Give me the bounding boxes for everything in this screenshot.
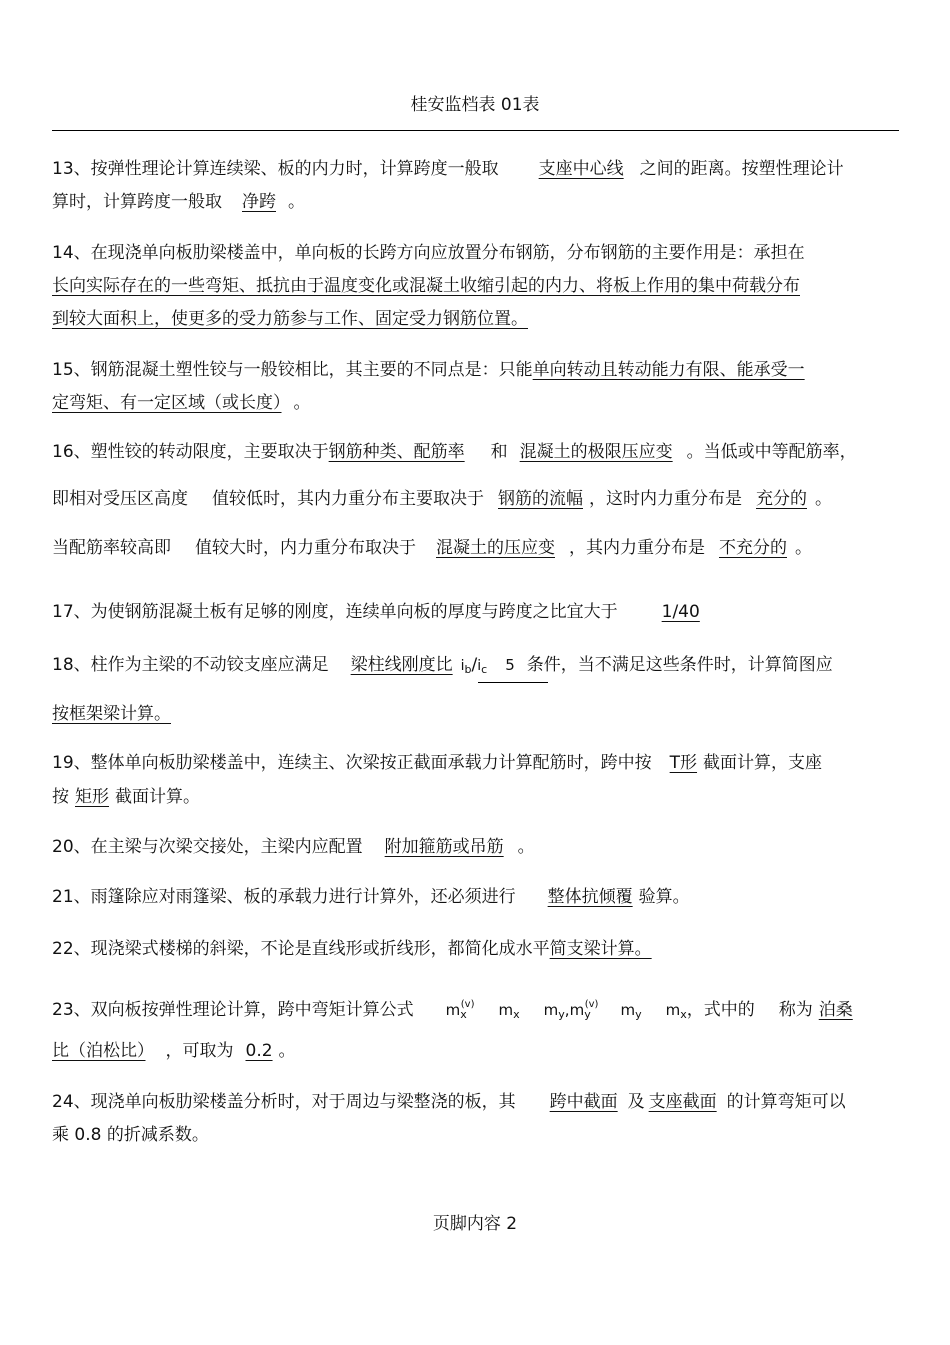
q23-my-v: $m_y,m_y^{(v)}$: [543, 999, 599, 1021]
q16-text: 当配筋率较高即: [52, 538, 171, 558]
q18-text: 18、柱作为主梁的不动铰支座应满足: [52, 655, 329, 675]
q23-mx-v: $m_x^{(v)}$: [445, 999, 475, 1021]
q24-answer-1: 跨中截面: [549, 1092, 618, 1112]
q19-answer-1: T形: [669, 753, 698, 773]
q13-text: 。: [288, 192, 305, 212]
q23-answer-2: 比（泊松比）: [52, 1041, 146, 1061]
q21-text: 21、雨篷除应对雨篷梁、板的承载力进行计算外，还必须进行: [52, 887, 516, 907]
q19-text: 19、整体单向板肋梁楼盖中，连续主、次梁按正截面承载力计算配筋时，跨中按: [52, 753, 652, 773]
q23-answer-1: 泊桑: [818, 1000, 853, 1020]
q16-answer-2: 混凝土的极限压应变: [519, 442, 673, 462]
q18-text: 条件，当不满足这些条件时，计算简图应: [526, 655, 833, 675]
q14-line-1: [52, 242, 853, 264]
q18-line-2: [52, 703, 181, 725]
q23-text: ，可取为: [165, 1041, 234, 1061]
q15-line-1: [52, 359, 847, 381]
q23-mx: $m_x$: [498, 1001, 520, 1021]
q23-line-1: [52, 994, 853, 1026]
q22-line-1: [52, 938, 652, 960]
q24-text: 24、现浇单向板肋梁楼盖分析时，对于周边与梁整浇的板，其: [52, 1092, 516, 1112]
header-rule: [52, 130, 899, 131]
q19-text: 按: [52, 787, 69, 807]
q18-slash: /: [471, 655, 478, 675]
q19-answer-2: 矩形: [75, 787, 109, 807]
q18-rule: [478, 682, 548, 683]
q18-ib: $i_b$: [460, 658, 472, 676]
q23-line-2: [52, 1040, 296, 1062]
q16-text: 即相对受压区高度: [52, 489, 188, 509]
q14-line-3: [52, 308, 556, 330]
q13-text: 13、按弹性理论计算连续梁、板的内力时，计算跨度一般取: [52, 159, 499, 179]
q23-text: ，式中的: [686, 1000, 755, 1020]
q17-text: 17、为使钢筋混凝土板有足够的刚度，连续单向板的厚度与跨度之比宜大于: [52, 602, 618, 622]
q16-text: 值较低时，其内力重分布主要取决于: [212, 489, 484, 509]
q21-text: 验算。: [638, 887, 690, 907]
q14-answer-2: 到较大面积上，使更多的受力筋参与工作、固定受力钢筋位置。: [52, 309, 528, 329]
q16-text: 和: [490, 442, 508, 462]
q20-text: 20、在主梁与次梁交接处，主梁内应配置: [52, 837, 363, 857]
q13-line-2: [52, 191, 305, 213]
q16-text: 值较大时，内力重分布取决于: [195, 538, 416, 558]
q13-text: 算时，计算跨度一般取: [52, 192, 222, 212]
q15-line-2: [52, 392, 311, 414]
q16-answer-5: 混凝土的压应变: [436, 538, 555, 558]
q19-text: 截面计算。: [115, 787, 200, 807]
q23-text: 称为: [778, 1000, 813, 1020]
q24-line-2: [52, 1124, 209, 1146]
q19-line-1: [52, 752, 822, 774]
q24-text: 的计算弯矩可以: [726, 1092, 846, 1112]
q18-line-1: [52, 654, 833, 681]
q23-answer-3: 0.2: [245, 1041, 273, 1061]
q20-text: 。: [517, 837, 535, 857]
q24-text: 及: [627, 1092, 645, 1112]
q15-text: 15、钢筋混凝土塑性铰与一般铰相比，其主要的不同点是：只能: [52, 360, 533, 380]
q14-answer-1: 长向实际存在的一些弯矩、抵抗由于温度变化或混凝土收缩引起的内力、将板上作用的集中荷载分布: [52, 276, 800, 296]
q18-five: 5: [505, 656, 515, 674]
q16-line-1: [52, 441, 857, 463]
q24-answer-2: 支座截面: [648, 1092, 717, 1112]
q19-line-2: [52, 786, 200, 808]
q16-answer-6: 不充分的: [719, 538, 787, 558]
q22-answer-1: 简支梁计算。: [549, 939, 652, 959]
q15-answer-1: 单向转动且转动能力有限、能承受一: [532, 360, 805, 380]
q16-text: 。当低或中等配筋率，: [686, 442, 857, 462]
q16-line-3: [52, 537, 812, 559]
q19-text: 截面计算，支座: [703, 753, 823, 773]
q20-answer-1: 附加箍筋或吊筋: [384, 837, 504, 857]
q14-text: 14、在现浇单向板肋梁楼盖中，单向板的长跨方向应放置分布钢筋，分布钢筋的主要作用是：承担在: [52, 243, 805, 263]
q23-text: 23、双向板按弹性理论计算，跨中弯矩计算公式: [52, 1000, 414, 1020]
q16-text: ，其内力重分布是: [569, 538, 705, 558]
q13-line-1: [52, 158, 844, 180]
q17-line-1: [52, 601, 708, 623]
q18-answer-1: 梁柱线刚度比: [350, 655, 453, 675]
q24-text: 乘 0.8 的折减系数。: [52, 1125, 209, 1145]
q23-text: 。: [278, 1041, 296, 1061]
q16-line-2: [52, 488, 832, 510]
q23-mx-2: $m_x$: [665, 1001, 687, 1021]
q21-line-1: [52, 886, 690, 908]
q13-text: 之间的距离。按塑性理论计: [639, 159, 844, 179]
q13-answer-2: 净跨: [242, 192, 276, 212]
q23-my: $m_y$: [620, 1001, 642, 1021]
q16-text: 16、塑性铰的转动限度，主要取决于: [52, 442, 329, 462]
page-footer: 页脚内容 2: [432, 1214, 518, 1234]
q13-answer-1: 支座中心线: [538, 159, 624, 179]
q20-line-1: [52, 836, 535, 858]
q18-ic: $i_c$: [477, 658, 488, 676]
q16-answer-4: 充分的: [756, 489, 807, 509]
q16-text: 。: [795, 538, 812, 558]
q15-text: 。: [293, 393, 311, 413]
page-header: 桂安监档表 01表: [410, 95, 540, 115]
q16-text: 。: [815, 489, 832, 509]
q17-answer-1: 1/40: [661, 602, 700, 622]
q21-answer-1: 整体抗倾覆: [547, 887, 633, 907]
q16-answer-3: 钢筋的流幅: [498, 489, 583, 509]
q16-text: ，这时内力重分布是: [589, 489, 742, 509]
q18-answer-2: 按框架梁计算。: [52, 704, 171, 724]
q22-text: 22、现浇梁式楼梯的斜梁，不论是直线形或折线形，都简化成水平: [52, 939, 550, 959]
q24-line-1: [52, 1091, 846, 1113]
q14-line-2: [52, 275, 860, 297]
q16-answer-1: 钢筋种类、配筋率: [328, 442, 465, 462]
q15-answer-2: 定弯矩、有一定区域（或长度）: [52, 393, 282, 413]
